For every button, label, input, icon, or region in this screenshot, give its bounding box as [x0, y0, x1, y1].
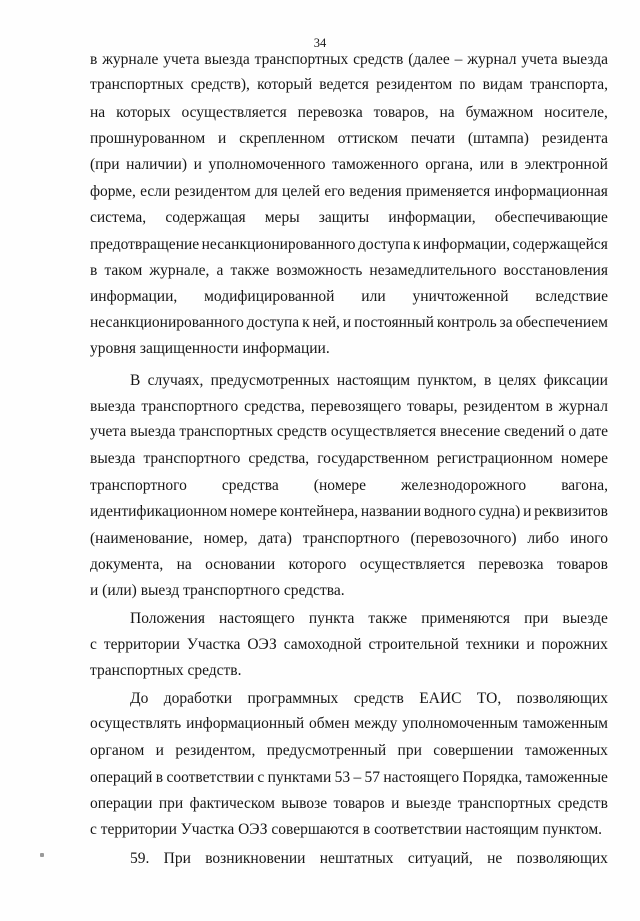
- word: в: [90, 51, 98, 68]
- text-line: [90, 554, 608, 576]
- word: при: [397, 742, 422, 759]
- word: резидента: [541, 130, 608, 147]
- word: (наименование,: [90, 530, 193, 547]
- word: с: [257, 769, 265, 786]
- word: в: [545, 398, 553, 415]
- word: доступа: [357, 236, 411, 253]
- word: внесение: [439, 423, 501, 440]
- word: идентификационном: [90, 503, 228, 520]
- text-line: [90, 740, 608, 762]
- word: транспортного: [141, 398, 239, 415]
- word: строительной: [368, 636, 459, 653]
- word: пункта: [308, 610, 355, 627]
- text-line: [90, 634, 608, 656]
- word: (далее: [408, 51, 450, 68]
- word: при: [158, 795, 184, 812]
- word: Участка: [186, 636, 241, 653]
- word: защиты: [318, 209, 370, 226]
- word: содержащейся: [512, 236, 608, 253]
- word: контроль: [436, 314, 497, 331]
- word: оттиском: [337, 130, 399, 147]
- word: –: [353, 769, 362, 786]
- word: скрепленном: [239, 130, 325, 147]
- word: обеспечением: [515, 314, 608, 331]
- word: регистрационном: [436, 450, 553, 467]
- word: 53: [334, 769, 351, 786]
- word: несанкционированного: [90, 314, 244, 331]
- word: о: [568, 423, 577, 440]
- word: уполномоченного: [208, 156, 326, 173]
- text-line: [90, 475, 608, 497]
- word: форме,: [90, 183, 136, 200]
- word: транспортных: [90, 76, 184, 93]
- text-line: [90, 260, 608, 282]
- word: его: [324, 183, 345, 200]
- word: учета: [521, 51, 558, 68]
- word: возникновении: [205, 850, 306, 867]
- word: незамедлительного: [369, 262, 497, 279]
- text-line: [90, 207, 608, 229]
- word: 57: [364, 769, 381, 786]
- word: пунктом,: [417, 372, 477, 389]
- text-line: [130, 608, 608, 630]
- word: таможенные: [525, 769, 608, 786]
- text-line: [90, 767, 608, 789]
- word: дата): [258, 530, 292, 547]
- word: восстановления: [503, 262, 608, 279]
- word: уничтоженной: [412, 288, 509, 305]
- word: товаров: [556, 556, 608, 573]
- word: постоянный: [354, 314, 434, 331]
- word: транспорта,: [529, 76, 608, 93]
- text-line: [90, 234, 608, 256]
- word: Положения: [130, 610, 205, 627]
- word: сведений: [504, 423, 565, 440]
- word: резидентом: [174, 183, 251, 200]
- word: учета: [163, 51, 200, 68]
- word: позволяющих: [516, 690, 608, 707]
- word: по: [459, 76, 476, 93]
- word: осуществляется: [181, 104, 287, 121]
- word: информационная: [494, 183, 608, 200]
- word: резидентом: [376, 76, 453, 93]
- word: дате: [579, 423, 608, 440]
- text-line: [90, 181, 608, 203]
- word: выезде: [405, 795, 452, 812]
- word: выезде: [562, 610, 608, 627]
- text-line: [90, 102, 608, 124]
- word: журнал: [558, 398, 608, 415]
- text-line: [130, 370, 608, 392]
- word: вагона,: [561, 477, 608, 494]
- word: обеспечивающие: [494, 209, 608, 226]
- text-line: [90, 286, 608, 308]
- word: обмен: [309, 715, 350, 732]
- text-line: [90, 128, 608, 150]
- word: возможность: [276, 262, 363, 279]
- word: транспортных: [457, 795, 552, 812]
- word: а: [216, 262, 224, 279]
- word: информации,: [388, 209, 476, 226]
- word: –: [454, 51, 463, 68]
- word: модифицированной: [204, 288, 335, 305]
- word: государственном: [317, 450, 429, 467]
- word: настоящим: [336, 372, 411, 389]
- text-line: [90, 396, 608, 418]
- word: средств: [276, 423, 327, 440]
- word: выезда: [90, 398, 136, 415]
- word: 59.: [130, 850, 150, 867]
- word: До: [130, 690, 149, 707]
- word: к: [302, 314, 310, 331]
- word: учета: [90, 423, 127, 440]
- word: транспортных: [179, 423, 273, 440]
- word: ТО,: [476, 690, 502, 707]
- word: (при: [90, 156, 120, 173]
- word: доступа: [246, 314, 300, 331]
- word: и: [523, 503, 532, 520]
- word: выезда: [130, 423, 176, 440]
- word: не: [487, 850, 503, 867]
- word: операции: [90, 795, 153, 812]
- word: вывозе: [281, 795, 328, 812]
- word: в: [90, 262, 98, 279]
- word: несанкционированного: [201, 236, 356, 253]
- word: применяется: [405, 183, 491, 200]
- word: территории: [103, 636, 180, 653]
- word: доработки: [163, 690, 233, 707]
- word: либо: [527, 530, 560, 547]
- text-line: с территории Участка ОЭЗ совершаются в соответствии настоящим пунктом.: [90, 821, 603, 838]
- word: номере: [229, 503, 277, 520]
- text-line: уровня защищенности информации.: [90, 340, 330, 357]
- word: выезда: [90, 450, 136, 467]
- word: названии: [360, 503, 422, 520]
- text-line: [90, 501, 608, 523]
- word: содержащая: [165, 209, 246, 226]
- word: также: [230, 262, 270, 279]
- word: транспортного: [302, 530, 400, 547]
- word: (штампа): [467, 130, 529, 147]
- word: реквизитов: [534, 503, 608, 520]
- word: предотвращение: [90, 236, 200, 253]
- word: товаров: [333, 795, 385, 812]
- word: программных: [247, 690, 339, 707]
- word: или: [479, 156, 504, 173]
- word: ситуаций,: [407, 850, 473, 867]
- word: в: [510, 156, 518, 173]
- word: пунктами: [267, 769, 332, 786]
- word: органом: [90, 742, 145, 759]
- word: предусмотренный: [266, 742, 387, 759]
- word: меры: [264, 209, 300, 226]
- word: транспортного: [90, 477, 187, 494]
- word: контейнера,: [279, 503, 359, 520]
- word: электронной: [524, 156, 608, 173]
- word: резидентом,: [175, 742, 256, 759]
- word: товаров,: [373, 104, 429, 121]
- word: при: [524, 610, 549, 627]
- word: также: [368, 610, 408, 627]
- word: бумажном: [465, 104, 534, 121]
- word: и: [155, 742, 164, 759]
- word: носителе,: [544, 104, 608, 121]
- word: В: [130, 372, 141, 389]
- word: таможенных: [524, 742, 608, 759]
- word: транспортных: [254, 51, 349, 68]
- word: на: [176, 556, 192, 573]
- text-line: [90, 74, 608, 96]
- word: вследствие: [535, 288, 608, 305]
- word: на: [439, 104, 455, 121]
- word: случаях,: [147, 372, 204, 389]
- text-line: [130, 688, 608, 710]
- word: перевозящего: [310, 398, 402, 415]
- word: судна): [478, 503, 521, 520]
- word: осуществляется: [330, 423, 437, 440]
- word: порожних: [541, 636, 608, 653]
- word: номере: [560, 450, 608, 467]
- word: к: [412, 236, 421, 253]
- word: целях: [498, 372, 537, 389]
- word: самоходной: [283, 636, 362, 653]
- word: осуществлять: [90, 715, 182, 732]
- text-line: [90, 154, 608, 176]
- word: предусмотренных: [210, 372, 330, 389]
- word: наличии): [126, 156, 188, 173]
- word: перевозка: [297, 104, 363, 121]
- word: уполномоченным: [402, 715, 518, 732]
- text-line: [90, 448, 608, 470]
- word: средства,: [244, 398, 305, 415]
- word: осуществляется: [359, 556, 465, 573]
- word: резидентом: [463, 398, 540, 415]
- text-line: [90, 312, 608, 334]
- text-line: [90, 713, 608, 735]
- word: выезда: [562, 51, 608, 68]
- text-line: [90, 528, 608, 550]
- page-number: 34: [313, 36, 327, 50]
- word: таможенного: [332, 156, 419, 173]
- word: и: [193, 156, 202, 173]
- word: ведется: [319, 76, 369, 93]
- word: которого: [288, 556, 347, 573]
- word: товары,: [407, 398, 458, 415]
- word: ЕАИС: [419, 690, 462, 707]
- word: (номере: [313, 477, 367, 494]
- word: средств: [557, 795, 608, 812]
- text-line: [90, 793, 608, 815]
- word: фактическом: [189, 795, 275, 812]
- word: печати: [410, 130, 456, 147]
- text-line: и (или) выезд транспортного средства.: [90, 582, 345, 599]
- word: настоящего: [383, 769, 460, 786]
- word: соответствии: [166, 769, 255, 786]
- word: система,: [90, 209, 147, 226]
- word: в: [483, 372, 492, 389]
- word: прошнурованном: [90, 130, 206, 147]
- word: если: [140, 183, 171, 200]
- word: журнал: [467, 51, 517, 68]
- word: номер,: [203, 530, 248, 547]
- word: которых: [116, 104, 171, 121]
- word: Порядка,: [462, 769, 523, 786]
- word: выезда: [204, 51, 250, 68]
- word: видам: [482, 76, 523, 93]
- word: с: [90, 636, 97, 653]
- text-line: [90, 49, 608, 71]
- word: применяются: [421, 610, 511, 627]
- text-line: транспортных средств.: [90, 662, 242, 679]
- word: средства: [221, 477, 279, 494]
- word: фиксации: [543, 372, 608, 389]
- word: и: [391, 795, 400, 812]
- word: водного: [423, 503, 476, 520]
- word: информации,: [422, 236, 511, 253]
- word: техники: [465, 636, 520, 653]
- word: и: [526, 636, 535, 653]
- word: на: [90, 104, 106, 121]
- word: позволяющих: [516, 850, 608, 867]
- word: При: [163, 850, 191, 867]
- word: информации,: [90, 288, 178, 305]
- word: ОЭЗ: [247, 636, 277, 653]
- word: документа,: [90, 556, 164, 573]
- word: ней,: [312, 314, 340, 331]
- word: средств: [353, 51, 404, 68]
- word: который: [257, 76, 313, 93]
- word: целей: [282, 183, 321, 200]
- word: нештатных: [319, 850, 394, 867]
- word: между: [354, 715, 398, 732]
- word: таможенным: [522, 715, 608, 732]
- word: и: [217, 130, 227, 147]
- word: транспортного: [143, 450, 241, 467]
- word: совершении: [433, 742, 514, 759]
- word: перевозка: [478, 556, 544, 573]
- word: иного: [569, 530, 608, 547]
- word: за: [499, 314, 513, 331]
- word: информационный: [186, 715, 305, 732]
- word: журнале: [102, 51, 159, 68]
- word: настоящего: [219, 610, 295, 627]
- word: ведения: [349, 183, 402, 200]
- word: и: [342, 314, 352, 331]
- word: (перевозочного): [410, 530, 517, 547]
- word: для: [255, 183, 278, 200]
- margin-mark: [40, 853, 44, 857]
- word: в: [155, 769, 164, 786]
- word: железнодорожного: [401, 477, 527, 494]
- word: операций: [90, 769, 153, 786]
- word: или: [361, 288, 386, 305]
- word: журнале,: [149, 262, 210, 279]
- word: органа,: [425, 156, 473, 173]
- word: средств),: [190, 76, 250, 93]
- word: средства,: [248, 450, 310, 467]
- text-line: [130, 848, 608, 870]
- word: таком: [104, 262, 143, 279]
- word: основании: [205, 556, 276, 573]
- word: средств: [353, 690, 404, 707]
- text-line: [90, 421, 608, 443]
